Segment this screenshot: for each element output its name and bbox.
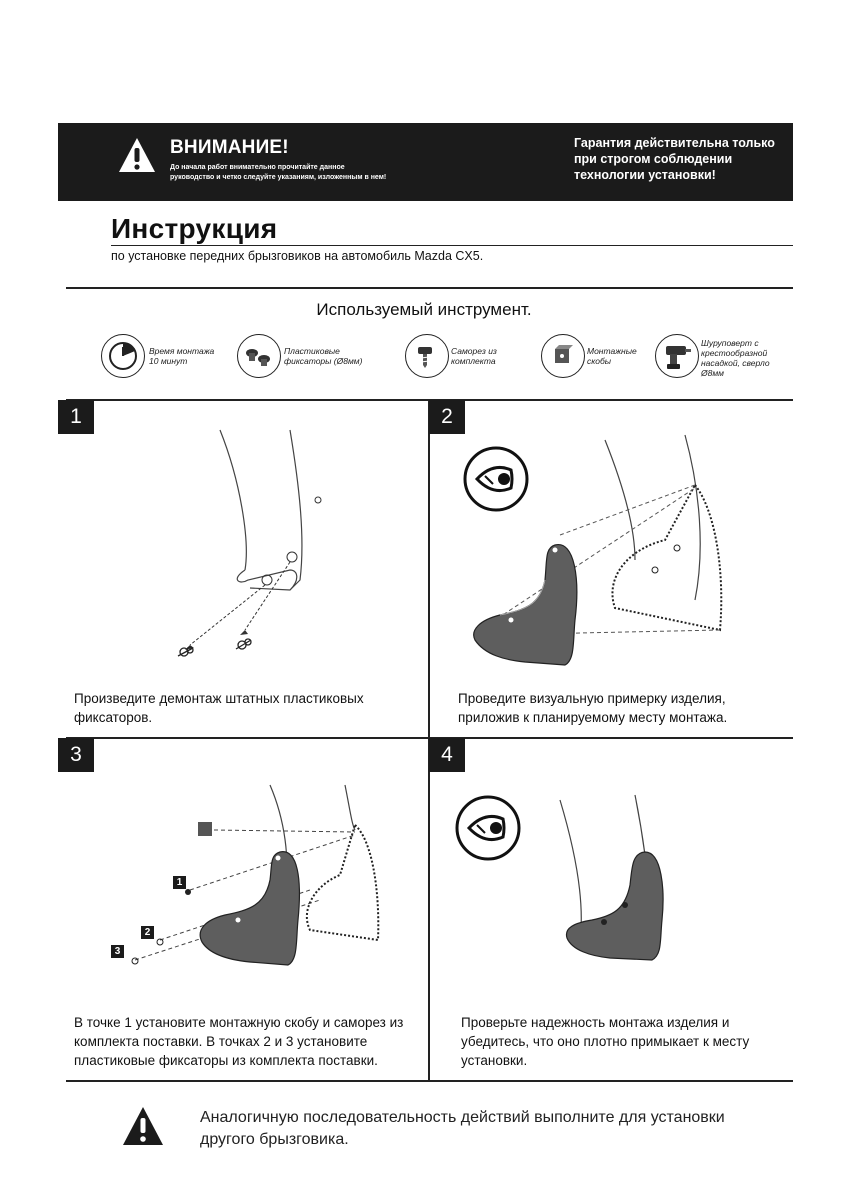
guarantee-text: Гарантия действительна только при строгом соблюдении технологии установки! [574, 136, 775, 182]
step1-illustration [170, 420, 370, 670]
page-title: Инструкция [111, 213, 278, 244]
grid-divider-bottom [66, 1080, 793, 1082]
screw-icon [405, 334, 449, 378]
step-caption-3: В точке 1 установите монтажную скобу и саморез из комплекта поставки. В точках 2 и 3 установите пластиковые фиксаторы из комплекта поставки. [74, 1015, 404, 1068]
point-marker-2: 2 [141, 926, 154, 939]
tool-label-screw: Саморез из комплекта [451, 346, 497, 366]
drill-icon [655, 334, 699, 378]
page-subtitle: по установке передних брызговиков на автомобиль Mazda CX5. [111, 249, 484, 263]
step4-illustration [540, 790, 720, 980]
step-number-1: 1 [58, 400, 94, 434]
warning-banner [58, 123, 793, 201]
tool-label-time: Время монтажа 10 минут [149, 346, 215, 366]
point-marker-1: 1 [173, 876, 186, 889]
tool-label-bracket: Монтажные скобы [587, 346, 637, 366]
footer-note: Аналогичную последовательность действий выполните для установки другого брызговика. [200, 1109, 725, 1148]
step-caption-1: Произведите демонтаж штатных пластиковых фиксаторов. [74, 691, 364, 725]
tool-label-drill: Шуруповерт с крестообразной насадкой, сверло Ø8мм [701, 338, 770, 378]
tool-label-clips: Пластиковые фиксаторы (Ø8мм) [284, 346, 363, 366]
step-number-3: 3 [58, 738, 94, 772]
warning-title: ВНИМАНИЕ! [170, 137, 289, 158]
point-marker-3: 3 [111, 945, 124, 958]
step-caption-2: Проведите визуальную примерку изделия, приложив к планируемому месту монтажа. [458, 691, 728, 725]
title-divider [111, 245, 793, 246]
step-caption-4: Проверьте надежность монтажа изделия и убедитесь, что оно плотно примыкает к месту установки. [461, 1015, 750, 1068]
warning-text: До начала работ внимательно прочитайте данное руководство и четко следуйте указаниям, изложенным в нем! [170, 164, 387, 181]
section-divider [66, 287, 793, 289]
bracket-icon [541, 334, 585, 378]
tools-title: Используемый инструмент. [316, 300, 532, 319]
clock-icon [101, 334, 145, 378]
eye-inspect-icon [455, 795, 521, 861]
step-number-4: 4 [429, 738, 465, 772]
warning-icon [118, 137, 156, 173]
step2-illustration [465, 430, 755, 670]
plastic-clips-icon [237, 334, 281, 378]
warning-icon [122, 1106, 164, 1146]
step3-illustration [110, 780, 410, 980]
step-number-2: 2 [429, 400, 465, 434]
